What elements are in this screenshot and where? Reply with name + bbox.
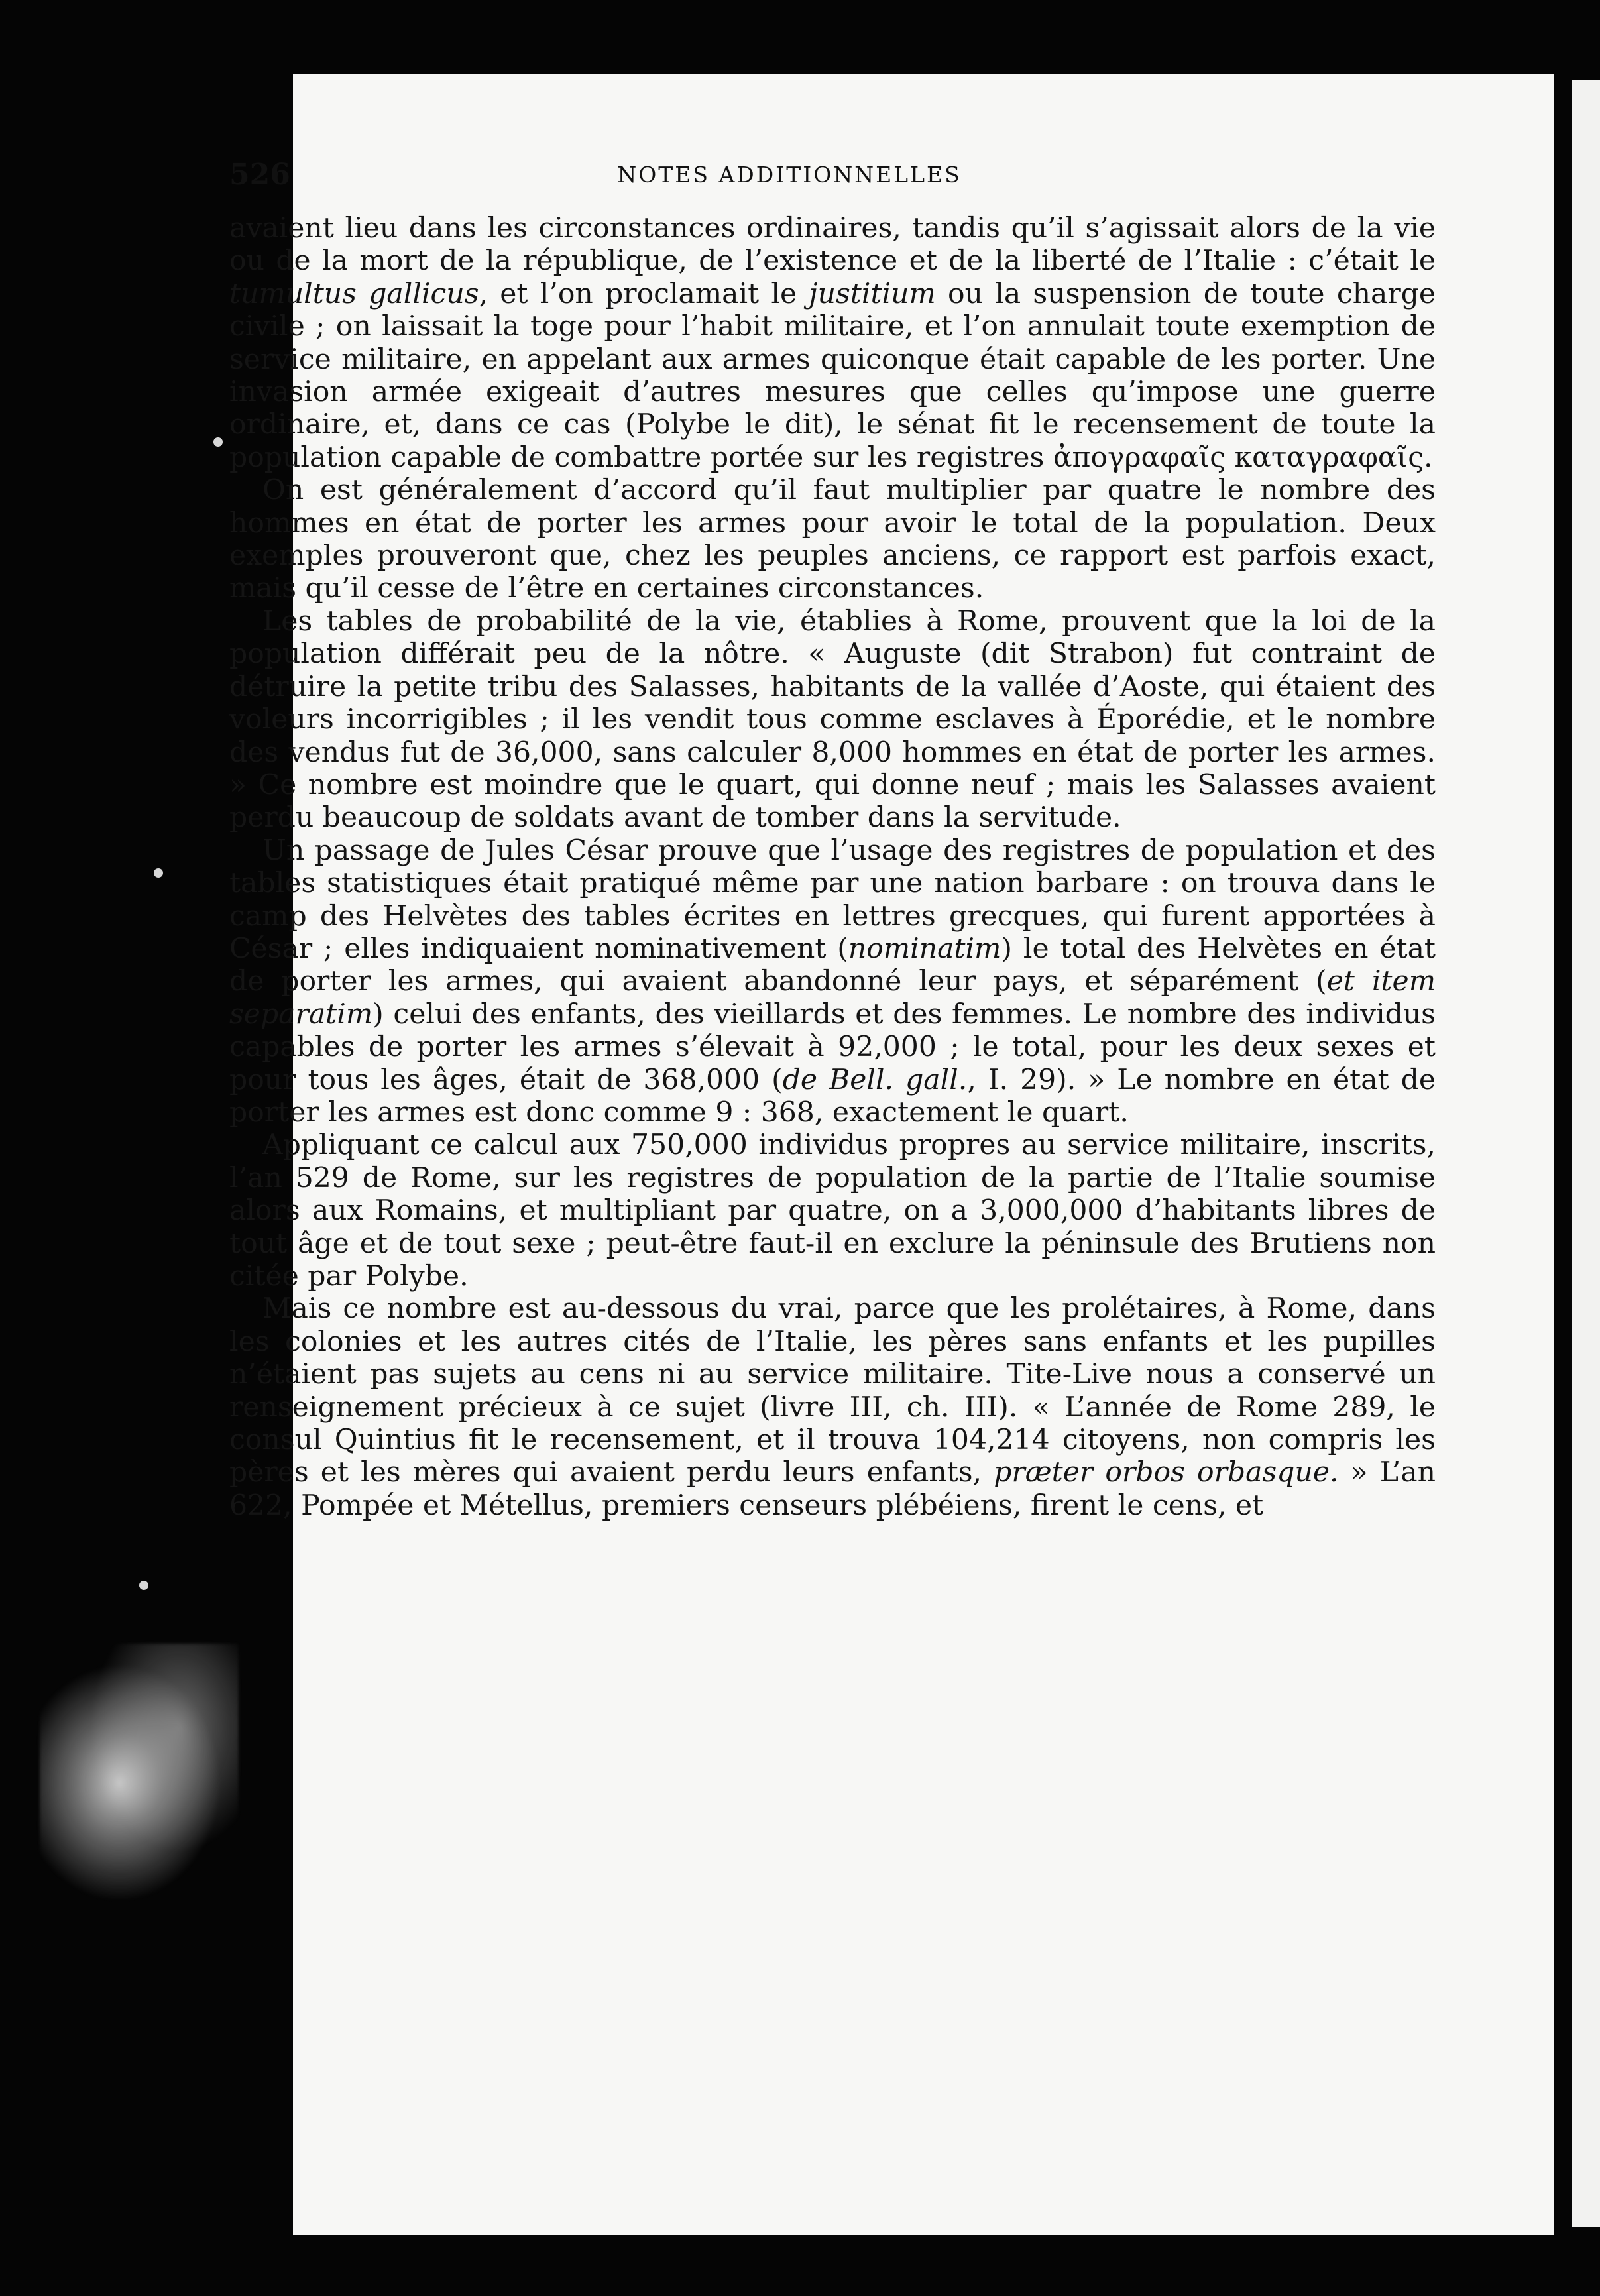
text-run: ) le total des Helvètes en état de porter les armes, qui avaient abandonné leur pays, et séparément (	[229, 932, 1436, 998]
text-run: On est généralement d’accord qu’il faut multiplier par quatre le nombre des hommes en état de porter les armes pour avoir le total de la population. Deux exemples prouveront que, chez les peuples anciens, ce rapport est parfois exact, mais qu’il cesse de l’être en certaines circonstances.	[229, 474, 1436, 605]
text-run: ou la suspension de toute charge civile ; on laissait la toge pour l’habit militaire, et l’on annulait toute exemption de service militaire, en appelant aux armes quiconque était capable de les porter. Une invasion armée exigeait d’autres mesures que celles qu’impose une guerre ordinaire, et, dans ce cas (Polybe le dit), le sénat fit le recensement de toute la population capable de combattre portée sur les registres ἀπογραφαῖς καταγραφαῖς.	[229, 277, 1436, 474]
italic-phrase: et item separatim	[229, 965, 1436, 1031]
paragraph-6	[229, 1292, 1436, 1522]
italic-phrase: tumultus gallicus	[229, 277, 479, 310]
scan-speck	[154, 868, 163, 878]
text-run: , I. 29). » Le nombre en état de porter les armes est donc comme 9 : 368, exactement le quart.	[229, 1063, 1436, 1129]
text-run: Un passage de Jules César prouve que l’usage des registres de population et des tables statistiques était pratiqué même par une nation barbare : on trouva dans le camp des Helvètes des tables écrites en lettres grecques, qui furent apportées à César ; elles indiquaient nominativement (	[229, 834, 1436, 965]
text-run: , et l’on proclamait le	[479, 277, 809, 310]
text-run: Mais ce nombre est au-dessous du vrai, parce que les prolétaires, à Rome, dans les colonies et les autres cités de l’Italie, les pères sans enfants et les pupilles n’étaient pas sujets au cens ni au service militaire. Tite-Live nous a conservé un renseignement précieux à ce sujet (livre III, ch. III). « L’année de Rome 289, le consul Quintius fit le recensement, et il trouva 104,214 citoyens, non compris les pères et les mères qui avaient perdu leurs enfants,	[229, 1292, 1436, 1489]
text-run: Les tables de probabilité de la vie, établies à Rome, prouvent que la loi de la population différait peu de la nôtre. « Auguste (dit Strabon) fut contraint de détruire la petite tribu des Salasses, habitants de la vallée d’Aoste, qui étaient des voleurs incorrigibles ; il les vendit tous comme esclaves à Éporédie, et le nombre des vendus fut de 36,000, sans calculer 8,000 hommes en état de porter les armes. » Ce nombre est moindre que le quart, qui donne neuf ; mais les Salasses avaient perdu beaucoup de soldats avant de tomber dans la servitude.	[229, 604, 1436, 834]
next-page-edge	[1572, 80, 1600, 2227]
paragraph-1	[229, 212, 1436, 474]
body-text	[229, 212, 1436, 1522]
text-run: ) celui des enfants, des vieillards et des femmes. Le nombre des individus capables de porter les armes s’élevait à 92,000 ; le total, pour les deux sexes et pour tous les âges, était de 368,000 (	[229, 998, 1436, 1096]
italic-phrase: justitium	[809, 277, 936, 310]
italic-phrase: nominatim	[848, 932, 1001, 965]
italic-phrase: præter orbos orbasque.	[994, 1456, 1339, 1489]
text-run: avaient lieu dans les circonstances ordinaires, tandis qu’il s’agissait alors de la vie ou de la mort de la république, de l’existence et de la liberté de l’Italie : c’était le	[229, 212, 1436, 278]
paragraph-3	[229, 605, 1436, 834]
scan-speck	[139, 1581, 148, 1590]
italic-phrase: de Bell. gall.	[782, 1063, 968, 1096]
paragraph-2	[229, 474, 1436, 605]
scan-debris	[40, 1644, 239, 1922]
scan-speck	[213, 437, 223, 447]
running-title: NOTES ADDITIONNELLES	[617, 162, 962, 188]
text-run: » L’an 622, Pompée et Métellus, premiers censeurs plébéiens, firent le cens, et	[229, 1456, 1436, 1522]
page-header	[229, 158, 1436, 198]
paragraph-4	[229, 834, 1436, 1129]
text-run: Appliquant ce calcul aux 750,000 individus propres au service militaire, inscrits, l’an 529 de Rome, sur les registres de population de la partie de l’Italie soumise alors aux Romains, et multipliant par quatre, on a 3,000,000 d’habitants libres de tout âge et de tout sexe ; peut-être faut-il en exclure la péninsule des Brutiens non citée par Polybe.	[229, 1129, 1436, 1292]
page-number: 526	[229, 158, 290, 192]
paragraph-5	[229, 1129, 1436, 1292]
